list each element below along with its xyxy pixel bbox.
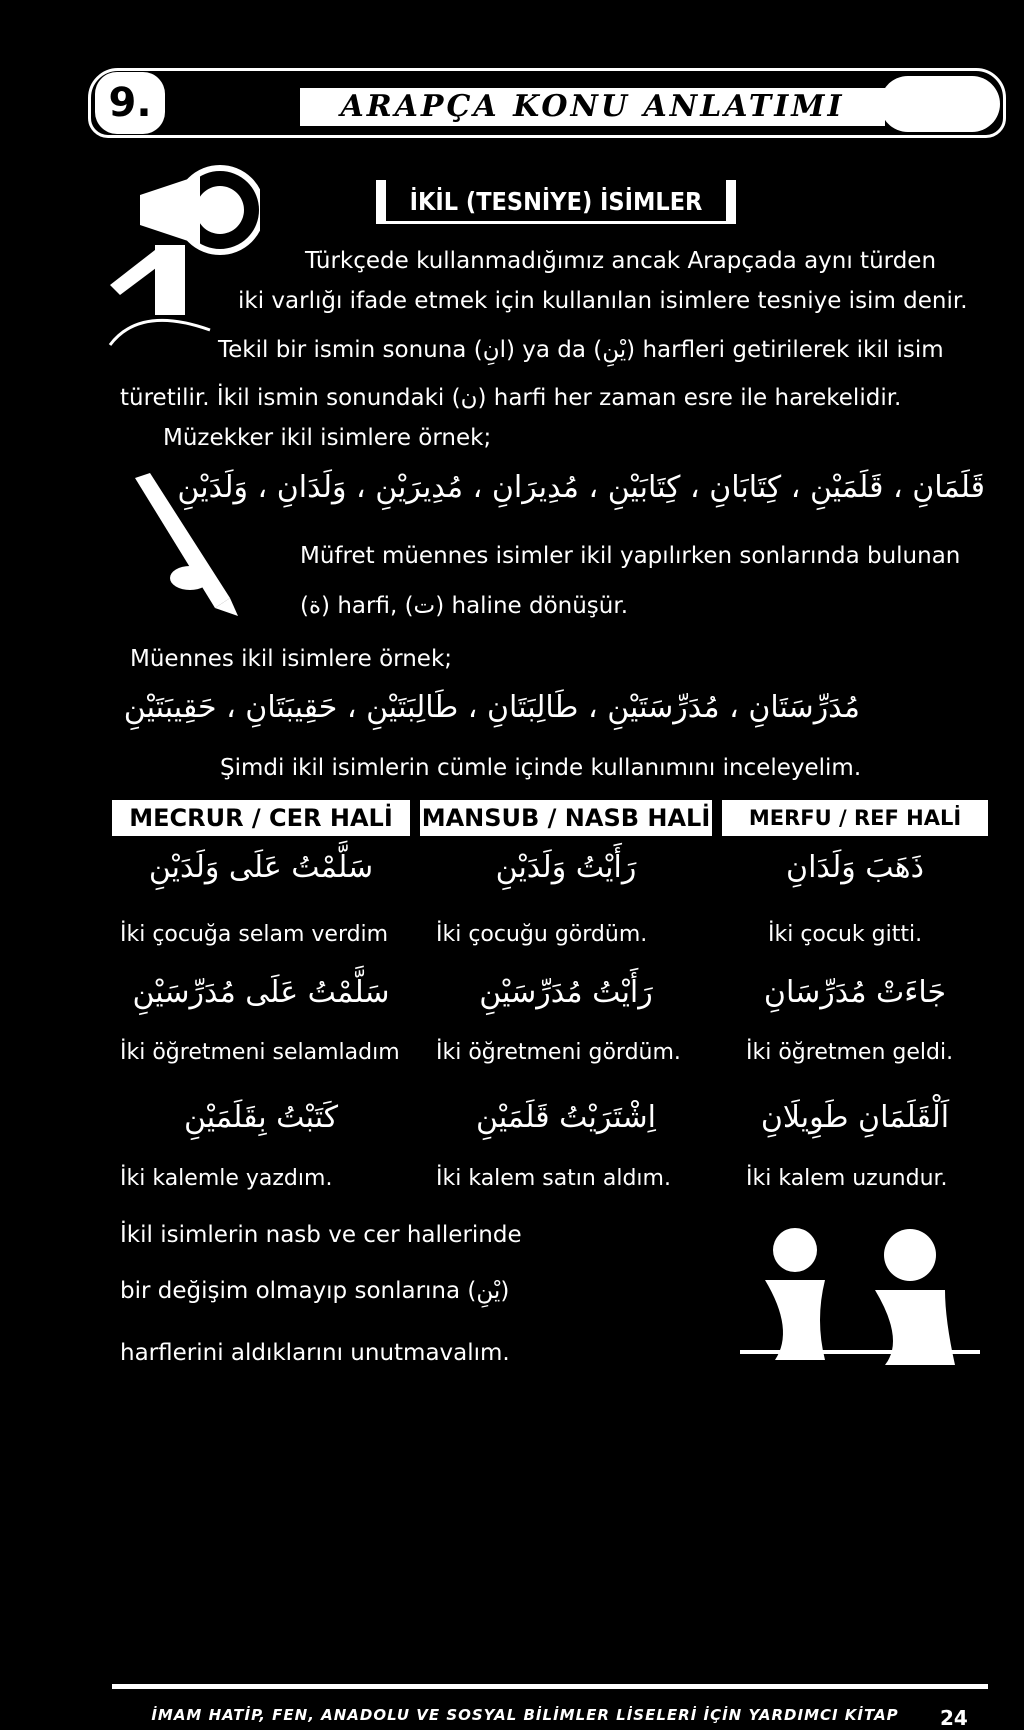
table-cell-tr: İki çocuğu gördüm. bbox=[436, 922, 648, 947]
intro-line-1: Türkçede kullanmadığımız ancak Arapçada aynı türden bbox=[305, 248, 937, 274]
intro-line-2: iki varlığı ifade etmek için kullanılan isimlere tesniye isim denir. bbox=[238, 288, 968, 314]
table-cell-tr: İki öğretmeni gördüm. bbox=[436, 1040, 681, 1065]
table-cell-tr: İki çocuğa selam verdim bbox=[120, 922, 389, 947]
header-oval-decoration bbox=[880, 76, 1000, 132]
pencil-illustration bbox=[120, 468, 245, 618]
feminine-examples: مُدَرِّسَتَانِ ، مُدَرِّسَتَيْنِ ، طَالِبَتَانِ ، طَالِبَتَيْنِ ، حَقِيبَتَانِ ، حَقِيبَتَيْنِ bbox=[123, 690, 860, 725]
section-title: İKİL (TESNİYE) İSİMLER bbox=[376, 180, 736, 224]
header-mecrur: MECRUR / CER HALİ bbox=[112, 800, 410, 836]
header-merfu: MERFU / REF HALİ bbox=[722, 800, 988, 836]
masculine-examples: قَلَمَانِ ، قَلَمَيْنِ ، كِتَابَانِ ، كِتَابَيْنِ ، مُدِيرَانِ ، مُدِيرَيْنِ ، وَلَدَانِ ، وَلَدَيْنِ bbox=[177, 470, 985, 505]
children-illustration bbox=[735, 1210, 985, 1370]
table-cell-ar: اَلْقَلَمَانِ طَوِيلَانِ bbox=[760, 1100, 950, 1135]
table-cell-tr: İki çocuk gitti. bbox=[768, 922, 923, 947]
intro-line-3: Tekil bir ismin sonuna (انِ) ya da (يْنِ) harfleri getirilerek ikil isim bbox=[218, 337, 944, 363]
table-cell-ar: جَاءَتْ مُدَرِّسَانِ bbox=[763, 975, 947, 1010]
table-cell-tr: İki öğretmen geldi. bbox=[746, 1040, 954, 1065]
table-cell-tr: İki kalemle yazdım. bbox=[120, 1166, 333, 1191]
megaphone-person-illustration bbox=[100, 155, 260, 365]
table-cell-ar: اِشْتَرَيْتُ قَلَمَيْنِ bbox=[476, 1100, 656, 1135]
masculine-examples-heading: Müzekker ikil isimlere örnek; bbox=[163, 425, 492, 451]
closing-line-1: İkil isimlerin nasb ve cer hallerinde bbox=[120, 1222, 522, 1248]
intro-line-4: türetilir. İkil ismin sonundaki (ن) harfi her zaman esre ile harekelidir. bbox=[120, 385, 902, 411]
feminine-examples-heading: Müennes ikil isimlere örnek; bbox=[130, 646, 453, 672]
feminine-note-line-2: (ة) harfi, (ت) haline dönüşür. bbox=[300, 593, 629, 619]
closing-line-3: harflerini aldıklarını unutmavalım. bbox=[120, 1340, 510, 1366]
page-title: ARAPÇA KONU ANLATIMI bbox=[300, 88, 885, 126]
table-cell-tr: İki kalem satın aldım. bbox=[436, 1166, 671, 1191]
table-cell-ar: ذَهَبَ وَلَدَانِ bbox=[786, 850, 924, 885]
header-mansub: MANSUB / NASB HALİ bbox=[420, 800, 712, 836]
table-cell-ar: سَلَّمْتُ عَلَى وَلَدَيْنِ bbox=[148, 850, 374, 885]
page-number: 24 bbox=[940, 1706, 968, 1730]
table-cell-tr: İki öğretmeni selamladım bbox=[120, 1040, 400, 1065]
sentence-intro: Şimdi ikil isimlerin cümle içinde kullanımını inceleyelim. bbox=[220, 755, 862, 781]
table-cell-ar: سَلَّمْتُ عَلَى مُدَرِّسَيْنِ bbox=[132, 975, 390, 1010]
footer-text: İMAM HATİP, FEN, ANADOLU VE SOSYAL BİLİMLER LİSELERİ İÇİN YARDIMCI KİTAP bbox=[151, 1706, 899, 1724]
table-cell-tr: İki kalem uzundur. bbox=[746, 1166, 948, 1191]
table-cell-ar: رَأَيْتُ مُدَرِّسَيْنِ bbox=[479, 975, 653, 1010]
table-cell-ar: كَتَبْتُ بِقَلَمَيْنِ bbox=[183, 1100, 339, 1135]
chapter-number-badge: 9. bbox=[95, 72, 165, 134]
feminine-note-line-1: Müfret müennes isimler ikil yapılırken sonlarında bulunan bbox=[300, 543, 961, 569]
table-cell-ar: رَأَيْتُ وَلَدَيْنِ bbox=[495, 850, 637, 885]
footer-rule bbox=[112, 1684, 988, 1689]
closing-line-2: bir değişim olmayıp sonlarına (يْنِ) bbox=[120, 1278, 510, 1304]
